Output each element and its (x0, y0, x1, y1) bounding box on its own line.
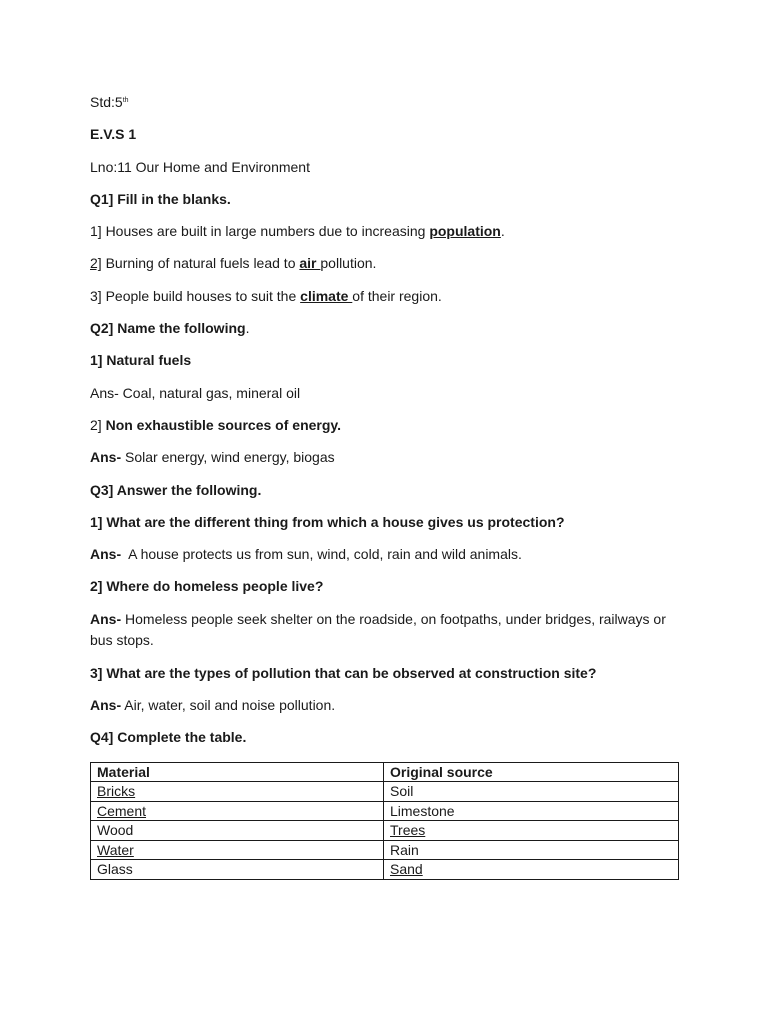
q3-item-3-ans: Air, water, soil and noise pollution. (121, 697, 336, 714)
q1-item-2-answer: air (299, 255, 321, 272)
table-row (91, 801, 679, 821)
q1-item-2 (90, 253, 680, 285)
q1-item-1-pre: 1] Houses are built in large numbers due to increasing (90, 223, 430, 240)
q2-item-1-q: 1] Natural fuels (90, 352, 192, 369)
q1-item-3-answer: climate (300, 287, 353, 304)
q3-item-2-q: 2] Where do homeless people live? (90, 578, 324, 595)
q4-heading (90, 727, 680, 759)
q1-item-3 (90, 286, 680, 318)
q2-item-1-answer: Ans- Coal, natural gas, mineral oil (90, 384, 301, 401)
table-cell-source: Soil (384, 782, 679, 802)
table-row (91, 840, 679, 860)
q3-item-3-ans-label: Ans- (90, 697, 122, 714)
q1-item-2-pre: Burning of natural fuels lead to (101, 255, 300, 272)
q3-item-2-answer (90, 609, 680, 651)
q3-item-2-question (90, 576, 680, 608)
q2-heading (90, 318, 680, 350)
table-cell-material: Wood (91, 821, 384, 841)
q2-item-2-question (90, 415, 680, 447)
q1-item-1 (90, 221, 680, 253)
subject-heading (90, 124, 680, 156)
subject-text: E.V.S 1 (90, 126, 137, 143)
q1-item-2-num: 2] (90, 255, 102, 272)
q3-item-2-ans: Homeless people seek shelter on the roadside, on footpaths, under bridges, railways or bus stops. (90, 610, 666, 648)
table-row (91, 860, 679, 880)
table-cell-source: Limestone (384, 801, 679, 821)
q2-title-dot: . (245, 320, 250, 337)
q1-title: Q1] Fill in the blanks. (90, 190, 231, 207)
q1-item-1-post: . (500, 223, 505, 240)
q2-title: Q2] Name the following (90, 320, 246, 337)
std-sup: th (122, 97, 129, 104)
q3-item-2-ans-label: Ans- (90, 610, 122, 627)
table-cell-material: Cement (91, 801, 384, 821)
q3-item-1-q: 1] What are the different thing from which a house gives us protection? (90, 513, 565, 530)
q1-item-3-pre: 3] People build houses to suit the (90, 287, 301, 304)
q3-item-3-answer (90, 695, 680, 727)
q3-item-3-q: 3] What are the types of pollution that can be observed at construction site? (90, 664, 597, 681)
lesson-title: Lno:11 Our Home and Environment (90, 158, 310, 175)
worksheet (90, 92, 680, 880)
table-header-row (91, 762, 679, 782)
table-row (91, 821, 679, 841)
q1-heading (90, 189, 680, 221)
q1-item-2-post: pollution. (320, 255, 377, 272)
q2-item-2-ans: Solar energy, wind energy, biogas (121, 449, 335, 466)
table-cell-source: Sand (384, 860, 679, 880)
q2-item-2-num: 2] (90, 416, 106, 433)
q1-item-1-answer: population (429, 223, 501, 240)
table-cell-material: Bricks (91, 782, 384, 802)
q2-item-2-answer (90, 447, 680, 479)
table-row (91, 782, 679, 802)
q3-item-1-ans: A house protects us from sun, wind, cold, rain and wild animals. (121, 546, 522, 563)
materials-table (90, 762, 679, 880)
q2-item-1-question (90, 350, 680, 382)
table-header-source: Original source (384, 762, 679, 782)
q3-item-1-answer (90, 544, 680, 576)
q3-item-3-question (90, 663, 680, 695)
table-cell-material: Water (91, 840, 384, 860)
q2-item-2-ans-label: Ans- (90, 449, 122, 466)
q3-item-1-ans-label: Ans- (90, 546, 122, 563)
q3-heading (90, 480, 680, 512)
std-line (90, 92, 680, 124)
q3-item-1-question (90, 512, 680, 544)
table-cell-material: Glass (91, 860, 384, 880)
table-cell-source: Trees (384, 821, 679, 841)
q2-item-2-q: Non exhaustible sources of energy. (105, 416, 342, 433)
q4-title: Q4] Complete the table. (90, 729, 247, 746)
q3-title: Q3] Answer the following. (90, 481, 262, 498)
q1-item-3-post: of their region. (352, 287, 442, 304)
table-cell-source: Rain (384, 840, 679, 860)
table-header-material: Material (91, 762, 384, 782)
std-label: Std:5 (90, 94, 123, 110)
